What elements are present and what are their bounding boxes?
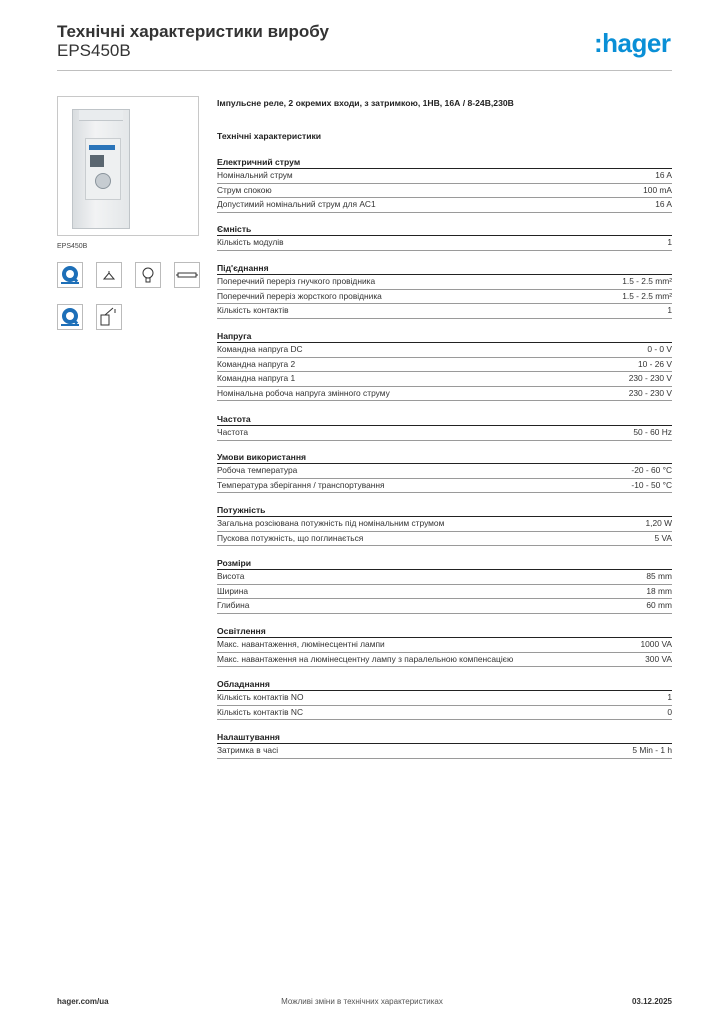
fluorescent-tube-icon bbox=[174, 262, 200, 288]
spec-group bbox=[217, 155, 672, 213]
switch-symbol-icon bbox=[96, 304, 122, 330]
spec-group bbox=[217, 222, 672, 251]
spec-value: 60 mm bbox=[646, 600, 672, 610]
spec-row bbox=[217, 464, 672, 479]
spec-row bbox=[217, 532, 672, 547]
spec-value: 16 A bbox=[655, 199, 672, 209]
spec-group-title: Напруга bbox=[217, 329, 672, 343]
spec-row bbox=[217, 304, 672, 319]
spec-label: Робоча температура bbox=[217, 465, 298, 475]
spec-group-title: Умови використання bbox=[217, 450, 672, 464]
spec-value: 1000 VA bbox=[640, 639, 672, 649]
spec-row bbox=[217, 570, 672, 585]
spec-row bbox=[217, 744, 672, 759]
spec-group-title: Електричний струм bbox=[217, 155, 672, 169]
spec-group-title: Потужність bbox=[217, 503, 672, 517]
hager-logo: :hager bbox=[594, 28, 671, 58]
spec-group-title: Обладнання bbox=[217, 677, 672, 691]
spec-value: 10 - 26 V bbox=[638, 358, 672, 369]
spec-value: 0 - 0 V bbox=[647, 344, 672, 354]
spec-label: Макс. навантаження на люмінесцентну лампу з паралельною компенсацією bbox=[217, 653, 514, 664]
spec-row bbox=[217, 653, 672, 668]
spec-value: -10 - 50 °C bbox=[631, 479, 672, 490]
spec-value: 1,20 W bbox=[645, 518, 672, 528]
spec-group-title: Під'єднання bbox=[217, 261, 672, 275]
spec-label: Кількість контактів NO bbox=[217, 692, 304, 702]
spec-group bbox=[217, 624, 672, 667]
spec-label: Глибина bbox=[217, 600, 250, 610]
spec-label: Частота bbox=[217, 427, 249, 437]
spec-label: Поперечний переріз жорсткого провідника bbox=[217, 290, 382, 301]
spec-group bbox=[217, 730, 672, 759]
spec-row bbox=[217, 638, 672, 653]
spec-group-title: Розміри bbox=[217, 556, 672, 570]
spec-row bbox=[217, 585, 672, 600]
spec-row bbox=[217, 426, 672, 441]
footer-website[interactable]: hager.com/ua bbox=[57, 997, 109, 1006]
spec-row bbox=[217, 184, 672, 199]
device-image bbox=[72, 109, 130, 229]
spec-value: 1 bbox=[667, 305, 672, 315]
section-title: Технічні характеристики bbox=[217, 131, 322, 141]
spec-row bbox=[217, 169, 672, 184]
spec-value: 16 A bbox=[655, 170, 672, 180]
spec-group bbox=[217, 450, 672, 493]
spec-row bbox=[217, 198, 672, 213]
spec-label: Висота bbox=[217, 571, 245, 581]
spec-row bbox=[217, 387, 672, 402]
spec-label: Кількість контактів bbox=[217, 305, 289, 315]
spec-label: Номінальна робоча напруга змінного струму bbox=[217, 387, 390, 398]
spec-value: 18 mm bbox=[646, 585, 672, 596]
spec-label: Макс. навантаження, люмінесцентні лампи bbox=[217, 639, 385, 649]
spec-row bbox=[217, 290, 672, 305]
spec-group bbox=[217, 261, 672, 319]
spec-row bbox=[217, 358, 672, 373]
spec-row bbox=[217, 236, 672, 251]
spec-value: 5 VA bbox=[654, 532, 672, 543]
footer-disclaimer: Можливі зміни в технічних характеристиках bbox=[281, 997, 443, 1006]
spec-value: 5 Min - 1 h bbox=[632, 745, 672, 755]
spec-group bbox=[217, 412, 672, 441]
spec-value: 1 bbox=[667, 237, 672, 247]
spec-label: Допустимий номінальний струм для AC1 bbox=[217, 199, 376, 209]
photo-caption: EPS450B bbox=[57, 243, 88, 250]
spec-label: Поперечний переріз гнучкого провідника bbox=[217, 276, 376, 286]
spec-row bbox=[217, 275, 672, 290]
spec-label: Затримка в часі bbox=[217, 745, 279, 755]
spec-value: 1.5 - 2.5 mm² bbox=[622, 290, 672, 301]
spec-value: 50 - 60 Hz bbox=[633, 427, 672, 437]
page-title: Технічні характеристики виробу bbox=[57, 22, 329, 41]
spec-value: 230 - 230 V bbox=[628, 373, 672, 383]
spec-value: 100 mA bbox=[643, 184, 672, 195]
spec-group bbox=[217, 503, 672, 546]
lamp-icon bbox=[135, 262, 161, 288]
push-button-icon bbox=[96, 262, 122, 288]
spec-group bbox=[217, 329, 672, 401]
spec-row bbox=[217, 706, 672, 721]
spec-row bbox=[217, 599, 672, 614]
spec-value: 1 bbox=[667, 692, 672, 702]
product-description: Імпульсне реле, 2 окремих входи, з затримкою, 1НВ, 16А / 8-24В,230В bbox=[217, 98, 514, 108]
spec-value: 85 mm bbox=[646, 571, 672, 581]
spec-value: 230 - 230 V bbox=[628, 387, 672, 398]
spec-label: Номінальний струм bbox=[217, 170, 293, 180]
spec-label: Ширина bbox=[217, 585, 248, 596]
spec-label: Струм спокою bbox=[217, 184, 272, 195]
spec-group bbox=[217, 677, 672, 720]
spec-row bbox=[217, 517, 672, 532]
spec-row bbox=[217, 479, 672, 494]
spec-group-title: Налаштування bbox=[217, 730, 672, 744]
spec-row bbox=[217, 691, 672, 706]
footer-date: 03.12.2025 bbox=[631, 997, 672, 1006]
spec-value: 0 bbox=[667, 706, 672, 717]
spec-group bbox=[217, 556, 672, 614]
spec-group-title: Ємність bbox=[217, 222, 672, 236]
spec-label: Командна напруга 2 bbox=[217, 358, 296, 369]
spec-value: 300 VA bbox=[645, 653, 672, 664]
spec-value: 1.5 - 2.5 mm² bbox=[622, 276, 672, 286]
spec-label: Командна напруга 1 bbox=[217, 373, 296, 383]
spec-label: Командна напруга DC bbox=[217, 344, 303, 354]
quickconnect-icon bbox=[57, 304, 83, 330]
header-divider bbox=[57, 70, 672, 71]
spec-group-title: Частота bbox=[217, 412, 672, 426]
product-photo bbox=[57, 96, 199, 236]
quickconnect-icon bbox=[57, 262, 83, 288]
spec-group-title: Освітлення bbox=[217, 624, 672, 638]
spec-row bbox=[217, 372, 672, 387]
spec-label: Кількість модулів bbox=[217, 237, 284, 247]
spec-value: -20 - 60 °C bbox=[631, 465, 672, 475]
spec-label: Температура зберігання / транспортування bbox=[217, 479, 385, 490]
spec-label: Пускова потужність, що поглинається bbox=[217, 532, 364, 543]
spec-label: Кількість контактів NC bbox=[217, 706, 303, 717]
spec-row bbox=[217, 343, 672, 358]
product-code-heading: EPS450B bbox=[57, 41, 131, 60]
spec-label: Загальна розсіювана потужність під номінальним струмом bbox=[217, 518, 445, 528]
